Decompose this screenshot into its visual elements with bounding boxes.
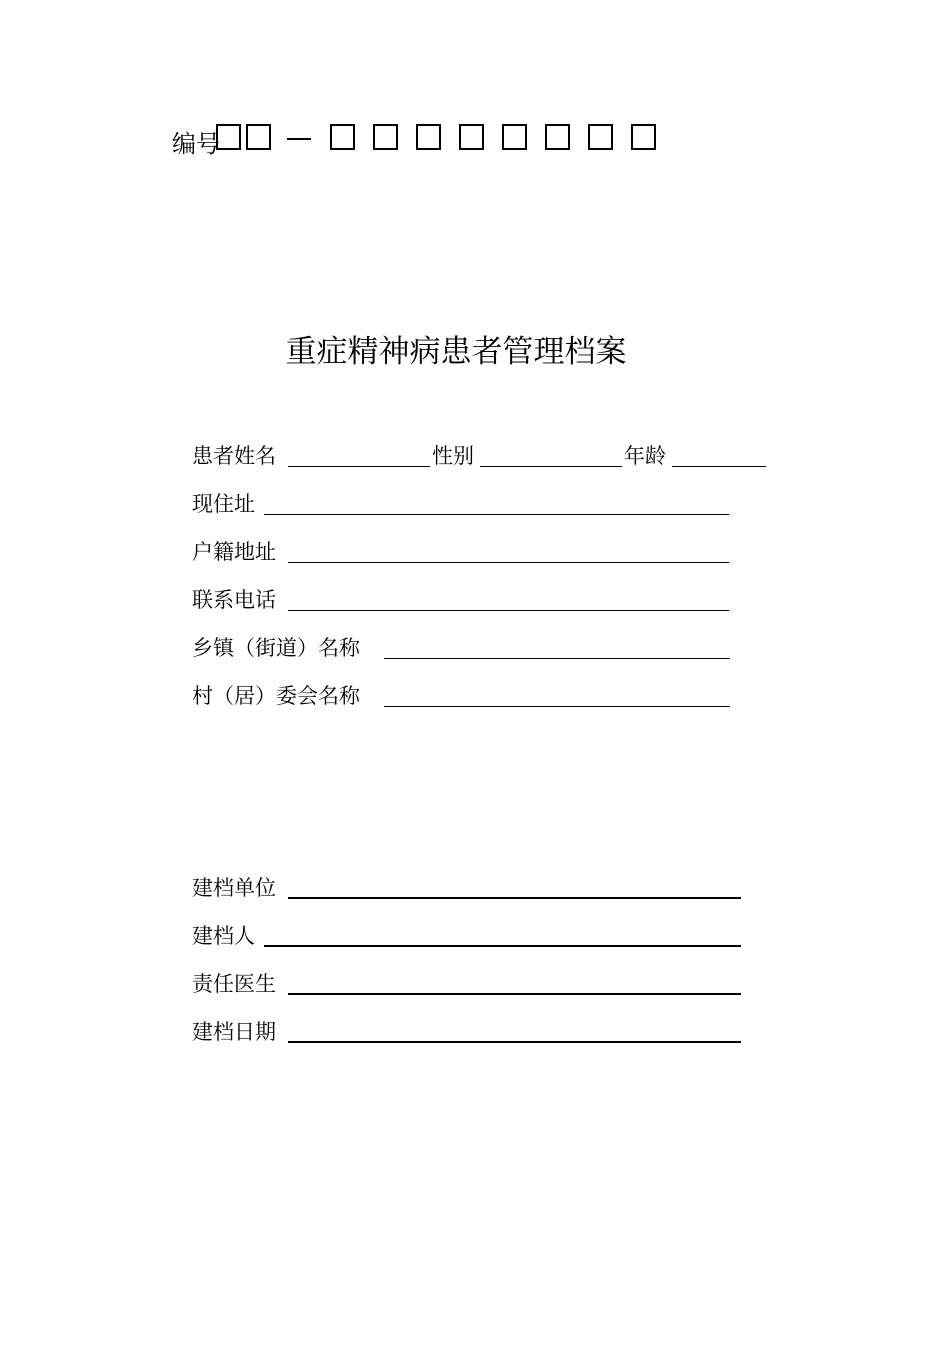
phone-label: 联系电话 [192, 588, 276, 612]
serial-digit-box[interactable] [373, 124, 398, 150]
patient-name-label: 患者姓名 [192, 444, 276, 468]
address-field[interactable] [264, 514, 729, 515]
age-field[interactable] [672, 466, 766, 467]
serial-digit-box[interactable] [631, 124, 656, 150]
gender-field[interactable] [480, 466, 622, 467]
township-label: 乡镇（街道）名称 [192, 636, 360, 660]
phone-field[interactable] [288, 610, 729, 611]
doctor-row [192, 970, 792, 1002]
serial-digit-box[interactable] [459, 124, 484, 150]
filing-date-field[interactable] [288, 1041, 741, 1043]
filing-unit-label: 建档单位 [192, 876, 276, 900]
serial-digit-box[interactable] [216, 124, 241, 150]
filing-person-row [192, 922, 792, 954]
filing-person-field[interactable] [264, 945, 741, 947]
household-address-field[interactable] [288, 562, 729, 563]
phone-row [192, 586, 792, 618]
serial-digit-box[interactable] [588, 124, 613, 150]
household-address-row [192, 538, 792, 570]
household-address-label: 户籍地址 [192, 540, 276, 564]
serial-digit-box[interactable] [545, 124, 570, 150]
serial-number-label: 编号 [172, 130, 220, 158]
filing-unit-row [192, 874, 792, 906]
filing-date-label: 建档日期 [192, 1020, 276, 1044]
filing-date-row [192, 1018, 792, 1050]
village-label: 村（居）委会名称 [192, 684, 360, 708]
gender-label: 性别 [432, 444, 474, 468]
patient-name-field[interactable] [288, 466, 430, 467]
serial-digit-box[interactable] [330, 124, 355, 150]
village-field[interactable] [384, 706, 730, 707]
village-row [192, 682, 792, 714]
address-row [192, 490, 792, 522]
filing-unit-field[interactable] [288, 897, 741, 899]
document-title: 重症精神病患者管理档案 [285, 334, 627, 370]
age-label: 年龄 [624, 444, 666, 468]
serial-digit-box[interactable] [246, 124, 271, 150]
serial-digit-box[interactable] [502, 124, 527, 150]
doctor-label: 责任医生 [192, 972, 276, 996]
township-field[interactable] [384, 658, 730, 659]
address-label: 现住址 [192, 492, 255, 516]
township-row [192, 634, 792, 666]
patient-basic-row [192, 442, 792, 474]
serial-separator-dash [287, 138, 311, 140]
doctor-field[interactable] [288, 993, 741, 995]
filing-person-label: 建档人 [192, 924, 255, 948]
serial-number-field [172, 118, 672, 164]
serial-digit-box[interactable] [416, 124, 441, 150]
